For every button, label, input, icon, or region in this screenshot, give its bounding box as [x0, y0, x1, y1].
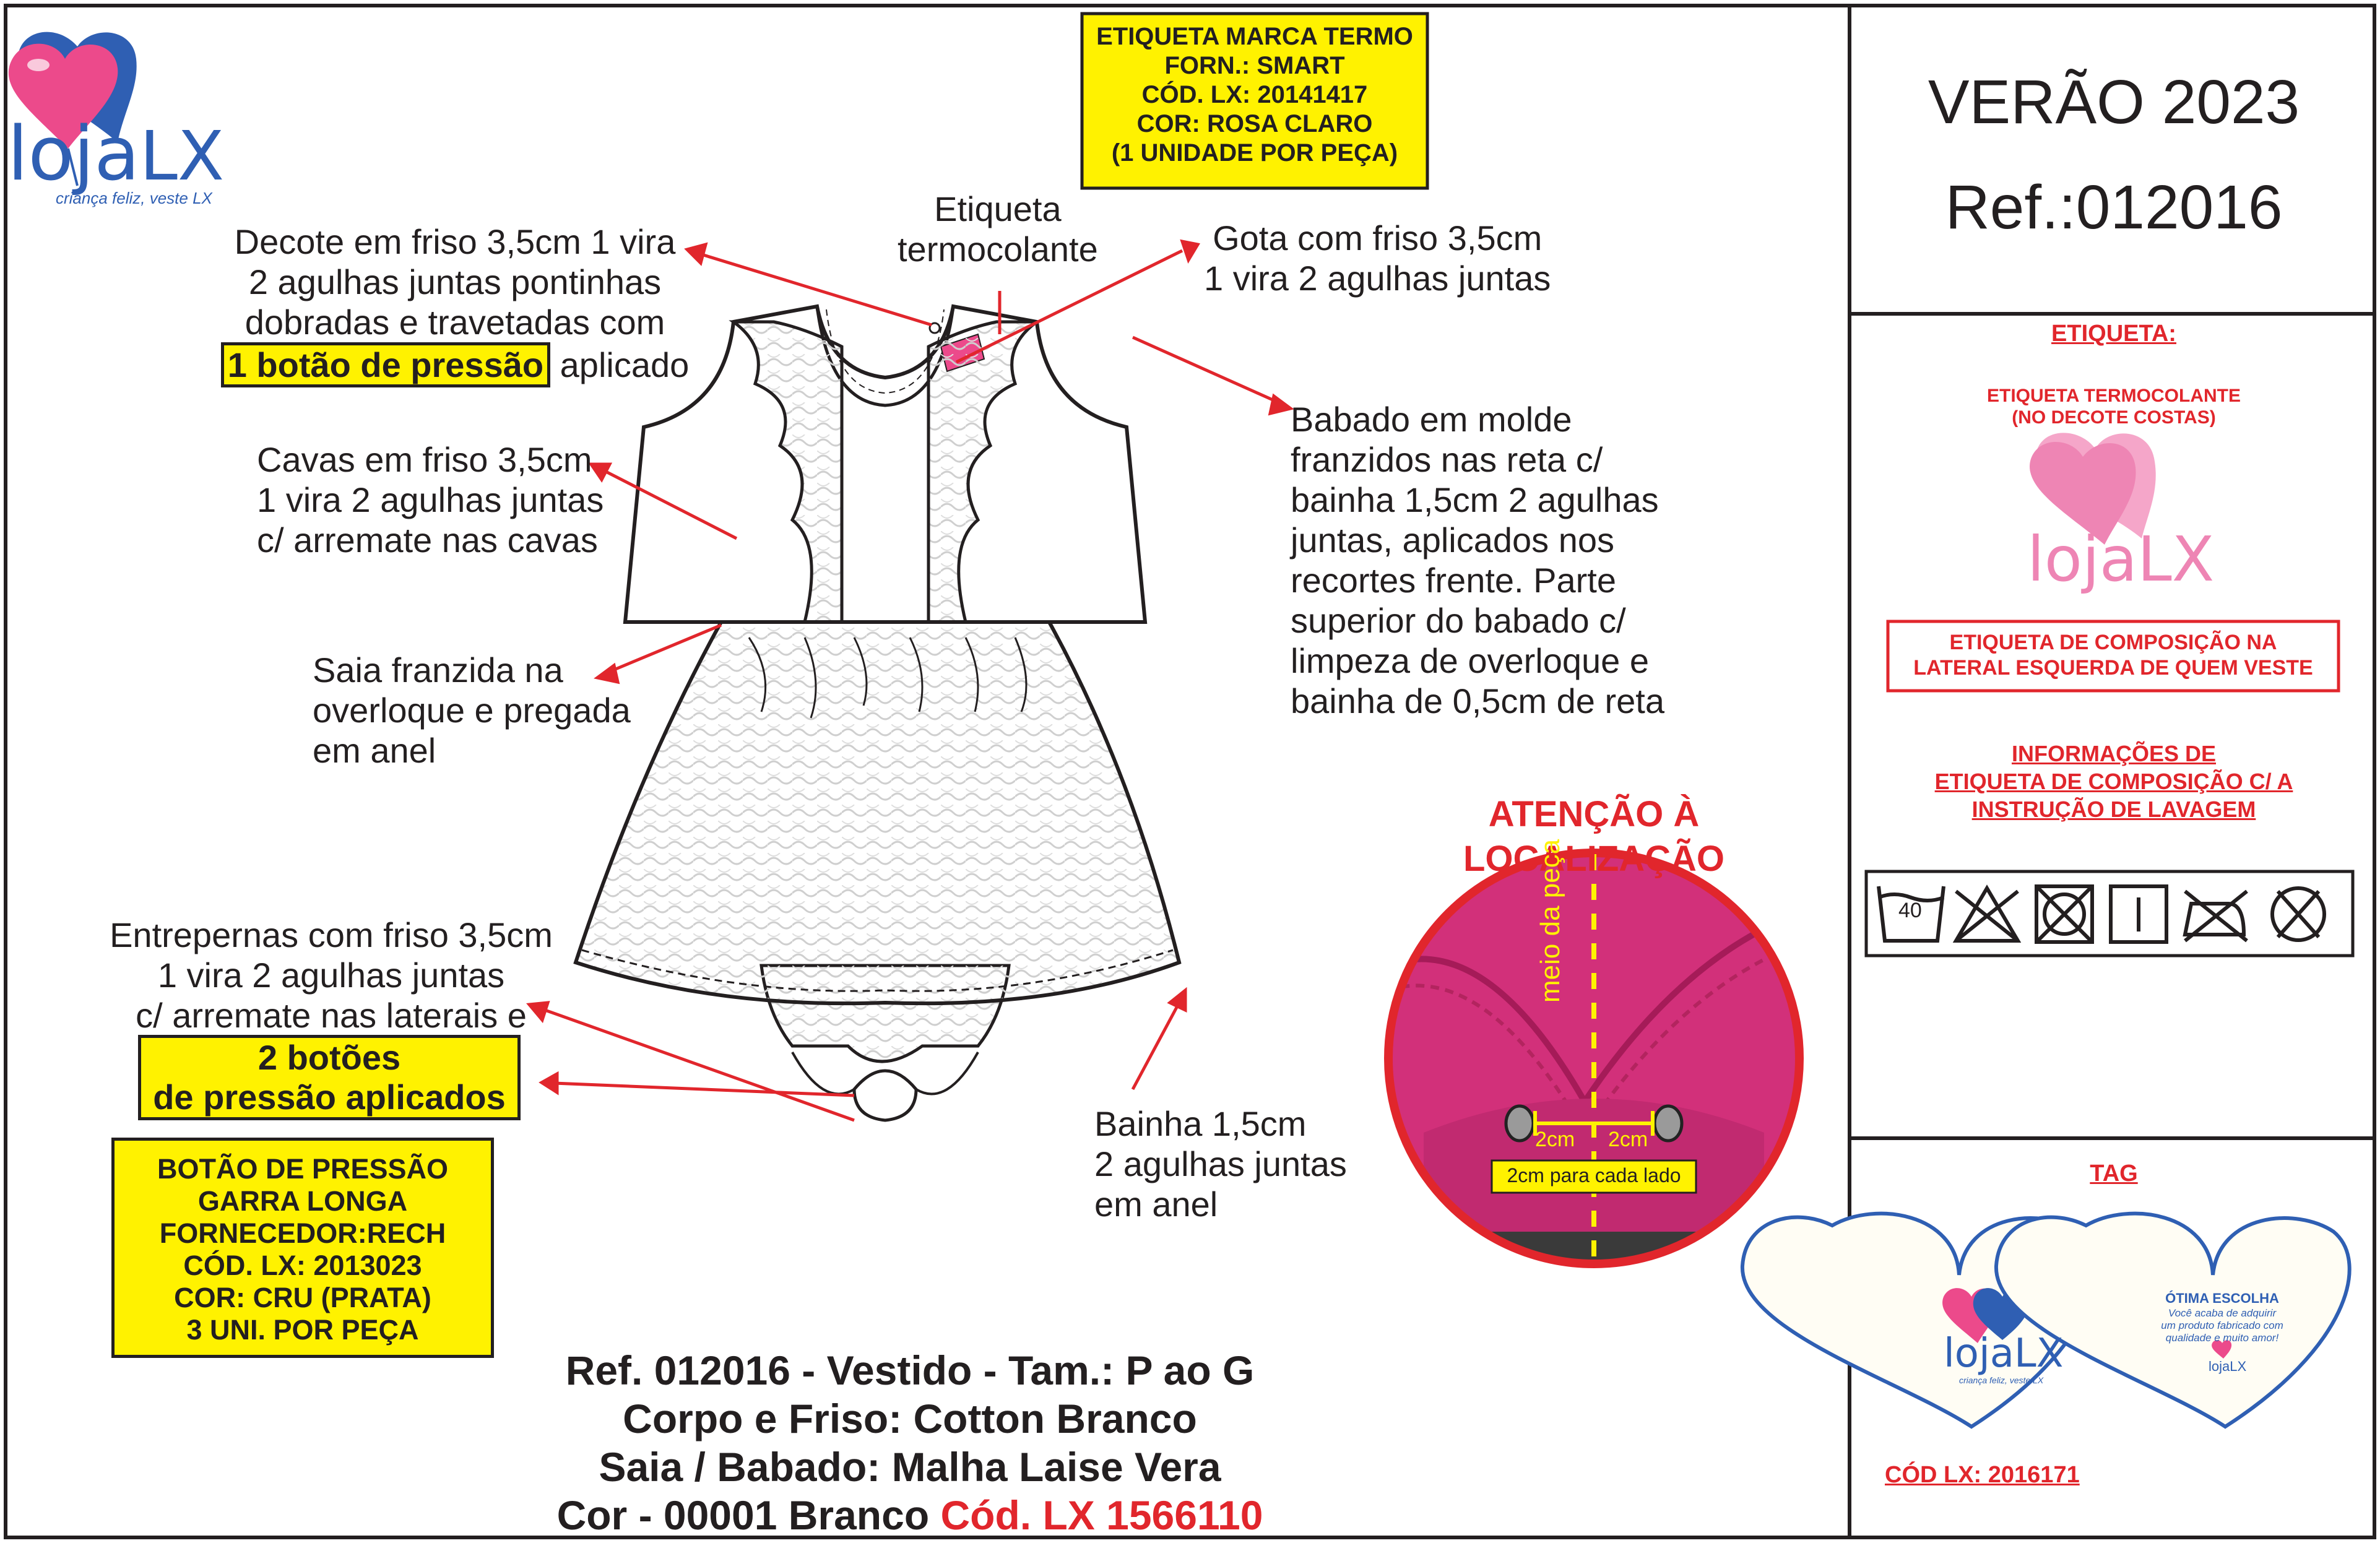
tag-front-tagline: criança feliz, veste LX: [1959, 1375, 2044, 1385]
tag-back-text: Você acaba de adquirir um produto fabricado com qualidade e muito amor!: [2161, 1307, 2283, 1344]
reference-number: Ref.:012016: [1945, 173, 2283, 242]
informacoes-title: INFORMAÇÕES DE ETIQUETA DE COMPOSIÇÃO C/ A INSTRUÇÃO DE LAVAGEM: [1934, 741, 2293, 822]
botao-pressao-box: BOTÃO DE PRESSÃO GARRA LONGA FORNECEDOR:RECH CÓD. LX: 2013023 COR: CRU (PRATA) 3 UNI. POR PEÇA: [111, 1138, 494, 1358]
termo-label: ETIQUETA TERMOCOLANTE (NO DECOTE COSTAS): [1987, 386, 2241, 428]
button-location-detail: [1387, 848, 1807, 1281]
attention-title: ATENÇÃO À LOCALIZAÇÃO: [1463, 794, 1725, 879]
measure-right: 2cm: [1608, 1128, 1648, 1151]
season-ref: [1851, 50, 2376, 260]
note-gota: Gota com friso 3,5cm 1 vira 2 agulhas juntas: [1204, 218, 1551, 298]
note-entrepernas: Entrepernas com friso 3,5cm 1 vira 2 agulhas juntas c/ arremate nas laterais e: [110, 915, 553, 1035]
measure-left: 2cm: [1535, 1128, 1575, 1151]
note-saia: Saia franzida na overloque e pregada em anel: [313, 650, 631, 770]
product-info: Ref. 012016 - Vestido - Tam.: P ao G Corpo e Friso: Cotton Branco Saia / Babado: Malha Laise Vera Cor - 00001 Branco Cód. LX 1566110: [556, 1347, 1263, 1538]
label-logo-text: lojaLX: [2027, 523, 2215, 595]
season-title: VERÃO 2023: [1928, 67, 2300, 137]
measure-caption: 2cm para cada lado: [1507, 1164, 1681, 1186]
note-babado: Babado em molde franzidos nas reta c/ bainha 1,5cm 2 agulhas juntas, aplicados nos recortes frente. Parte superior do babado c/ limpeza de overloque e bainha de 0,5cm de reta: [1291, 400, 1664, 720]
tag-title: TAG: [2090, 1160, 2138, 1186]
logo-wordmark: lojaLX: [7, 111, 225, 197]
note-decote: Decote em friso 3,5cm 1 vira 2 agulhas juntas pontinhas dobradas e travetadas com 1 botão de pressão aplicado: [220, 222, 690, 385]
note-entrepernas-highlight: 2 botões de pressão aplicados: [138, 1035, 521, 1120]
logo-tagline: criança feliz, veste LX: [56, 189, 212, 207]
cod-tag: CÓD LX: 2016171: [1885, 1462, 2080, 1488]
note-etiqueta: Etiqueta termocolante: [898, 189, 1098, 269]
tag-front-logo: lojaLX: [1944, 1331, 2064, 1377]
note-bainha: Bainha 1,5cm 2 agulhas juntas em anel: [1094, 1104, 1347, 1224]
note-cavas: Cavas em friso 3,5cm 1 vira 2 agulhas juntas c/ arremate nas cavas: [257, 440, 604, 560]
etiqueta-title: ETIQUETA:: [2051, 321, 2176, 347]
tag-back-logo: lojaLX: [2209, 1359, 2247, 1374]
tag-back-title: ÓTIMA ESCOLHA: [2165, 1290, 2279, 1306]
wash-temp: 40: [1898, 899, 1922, 922]
composicao-box: ETIQUETA DE COMPOSIÇÃO NA LATERAL ESQUERDA DE QUEM VESTE: [1913, 631, 2313, 680]
etiqueta-marca-box: ETIQUETA MARCA TERMO FORN.: SMART CÓD. LX: 20141417 COR: ROSA CLARO (1 UNIDADE POR PEÇA): [1096, 23, 1413, 166]
meio-da-peca-label: meio da peça: [1535, 839, 1565, 1003]
garment-sketch: [576, 306, 1179, 1120]
